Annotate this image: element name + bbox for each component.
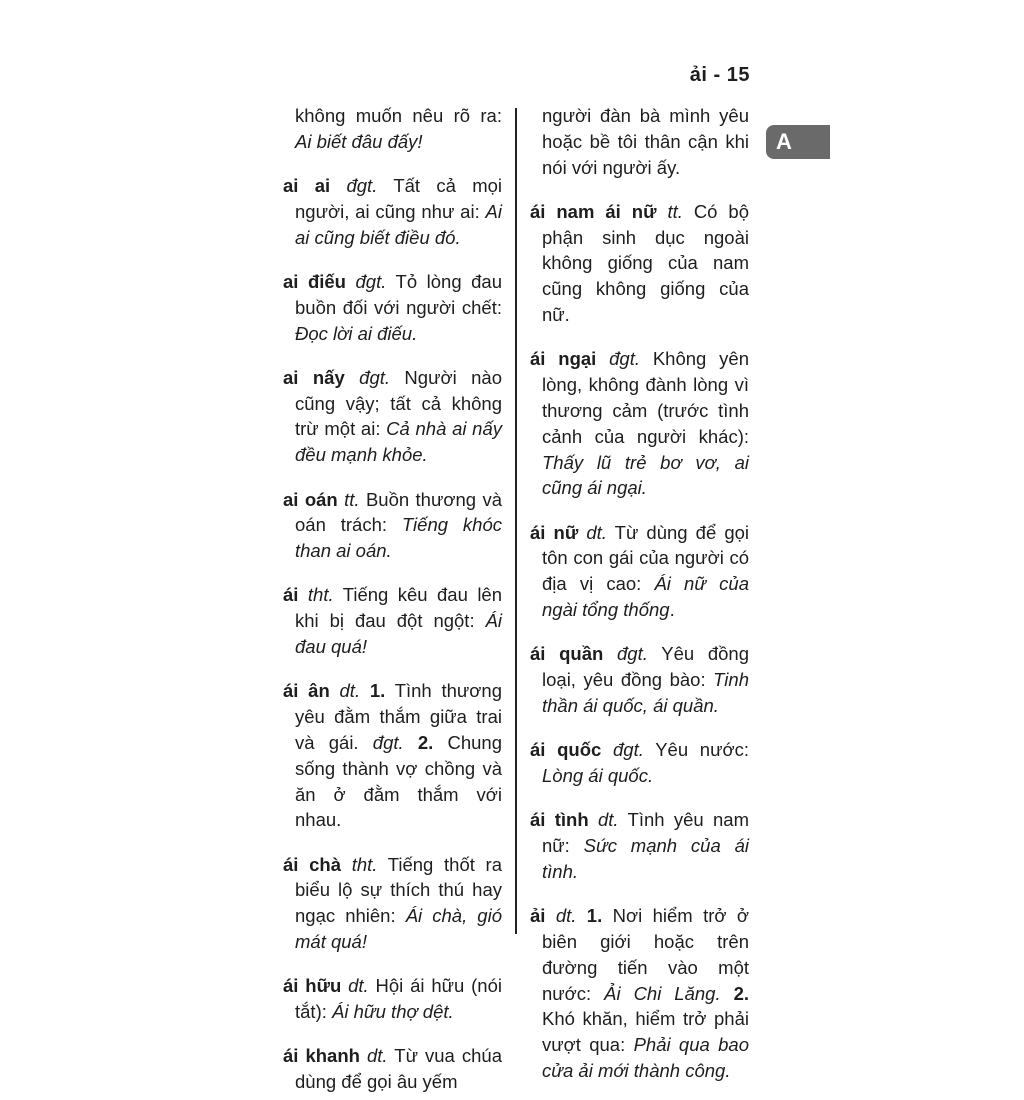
example: Tiếng khóc than ai oán. [295, 514, 502, 562]
entry-ai-khanh [283, 1043, 502, 1095]
headword: ai điếu [283, 270, 346, 292]
section-tab: A [766, 125, 830, 159]
part-of-speech: tht. [307, 584, 334, 606]
headword: ái ân [283, 680, 330, 702]
part-of-speech: đgt. [617, 643, 648, 665]
continued-entry [530, 103, 749, 180]
definition: Có bộ phận sinh dục ngoài không giống của nam cũng không giống của nữ. [542, 200, 750, 326]
definition: Yêu nước: [643, 739, 750, 761]
definition: Yêu đồng loại, yêu đồng bào: [542, 643, 749, 691]
definition: Chung sống thành vợ chồng và ăn ở đằm thắm với nhau. [295, 731, 502, 831]
part-of-speech: đgt. [613, 739, 644, 761]
headword: ái nữ [530, 521, 579, 543]
part-of-speech: tt. [667, 200, 683, 222]
definition: Tiếng kêu đau lên khi bị đau đột ngột: [295, 584, 503, 632]
entry-ai-quoc [530, 737, 749, 789]
definition: Người nào cũng vậy; tất cả không trừ một ai: [295, 366, 502, 440]
example: Ải Chi Lăng. [604, 982, 721, 1004]
part-of-speech: đgt. [346, 175, 378, 197]
definition: Tất cả mọi người, ai cũng như ai: [295, 175, 503, 222]
part-of-speech: dt. [597, 809, 619, 831]
sense-number: 2. [417, 731, 434, 753]
definition: Không yên lòng, không đành lòng vì thương cảm (trước tình cảnh của người khác): [542, 348, 749, 447]
example: Phải qua bao cửa ải mới thành công. [542, 1034, 749, 1081]
definition: Tình thương yêu đằm thắm giữa trai và gái. [295, 680, 502, 753]
part-of-speech: đgt. [609, 348, 640, 370]
part-of-speech: dt. [555, 905, 577, 927]
entry-ai-ai [283, 173, 502, 250]
part-of-speech: dt. [348, 975, 369, 997]
entry-ai-dieu [283, 269, 502, 346]
example: Sức mạnh của ái tình. [542, 835, 749, 882]
headword: ai oán [283, 488, 338, 510]
definition: Từ vua chúa dùng để gọi âu yếm [295, 1045, 502, 1093]
page-header: ải - 15 [689, 64, 750, 86]
entry-ai-nay [283, 365, 502, 468]
sense-number: 2. [733, 982, 749, 1004]
headword: ái quốc [530, 739, 602, 761]
part-of-speech: dt. [586, 521, 607, 543]
continued-entry [283, 103, 502, 155]
headword: ái chà [283, 853, 341, 875]
example: Ai biết đâu đấy! [295, 130, 423, 152]
headword: ải [530, 905, 546, 927]
example: Cả nhà ai nấy đều mạnh khỏe. [295, 418, 502, 466]
example: Ái nữ của ngài tổng thống [542, 573, 750, 621]
example: Ai ai cũng biết điều đó. [295, 200, 502, 248]
headword: ái khanh [283, 1045, 360, 1067]
example: Lòng ái quốc. [542, 765, 654, 787]
part-of-speech: tht. [351, 853, 378, 875]
definition: Hội ái hữu (nói tắt): [295, 975, 502, 1023]
headword: ái ngại [530, 348, 597, 370]
headword: ái [283, 584, 299, 606]
sense-number: 1. [586, 905, 603, 927]
entry-ai-nam-ai-nu [530, 199, 749, 328]
entry-ai-an [283, 678, 502, 833]
definition: Tình yêu nam nữ: [542, 809, 750, 857]
definition: Từ dùng để gọi tôn con gái của người có địa vị cao: [542, 521, 750, 595]
entry-ai-quan [530, 641, 749, 718]
example: Ái đau quá! [295, 610, 502, 658]
right-column [530, 103, 749, 1089]
example: Tinh thần ái quốc, ái quần. [542, 669, 749, 716]
part-of-speech: dt. [339, 680, 361, 702]
part-of-speech: tt. [344, 488, 360, 510]
definition: Tỏ lòng đau buồn đối với người chết: [295, 270, 502, 318]
left-column [283, 103, 502, 1100]
entry-ai-gate [530, 903, 749, 1084]
example: Đọc lời ai điếu. [295, 322, 418, 344]
example: Ái chà, gió mát quá! [295, 905, 502, 953]
example: Thấy lũ trẻ bơ vơ, ai cũng ái ngại. [542, 451, 749, 499]
headword: ái hữu [283, 975, 342, 997]
entry-ai-cha [283, 852, 502, 955]
entry-ai-tht [283, 582, 502, 659]
headword: ái quần [530, 643, 604, 665]
part-of-speech: dt. [367, 1045, 388, 1067]
definition: Khó khăn, hiểm trở phải vượt qua: [542, 1008, 749, 1056]
part-of-speech: đgt. [359, 366, 391, 388]
sense-number: 1. [369, 680, 386, 702]
headword: ai nấy [283, 366, 345, 388]
headword: ái tình [530, 809, 589, 831]
entry-ai-huu [283, 973, 502, 1025]
definition: người đàn bà mình yêu hoặc bề tôi thân cận khi nói với người ấy. [542, 105, 749, 178]
trailing-punctuation: . [669, 599, 675, 621]
entry-ai-oan [283, 487, 502, 564]
headword: ái nam ái nữ [530, 200, 657, 222]
example: Ái hữu thợ dệt. [332, 1001, 454, 1023]
definition: Nơi hiểm trở ở biên giới hoặc trên đường tiến vào một nước: [542, 905, 750, 1004]
definition: Tiếng thốt ra biểu lộ sự thích thú hay ngạc nhiên: [295, 853, 503, 927]
entry-ai-tinh [530, 807, 749, 884]
headword: ai ai [283, 175, 331, 197]
entry-ai-nu [530, 520, 749, 623]
part-of-speech: đgt. [372, 731, 404, 753]
entry-ai-ngai [530, 346, 749, 501]
definition: Buồn thương và oán trách: [295, 488, 503, 536]
part-of-speech: đgt. [355, 270, 387, 292]
definition: không muốn nêu rõ ra: [295, 105, 502, 126]
column-divider [515, 108, 517, 934]
